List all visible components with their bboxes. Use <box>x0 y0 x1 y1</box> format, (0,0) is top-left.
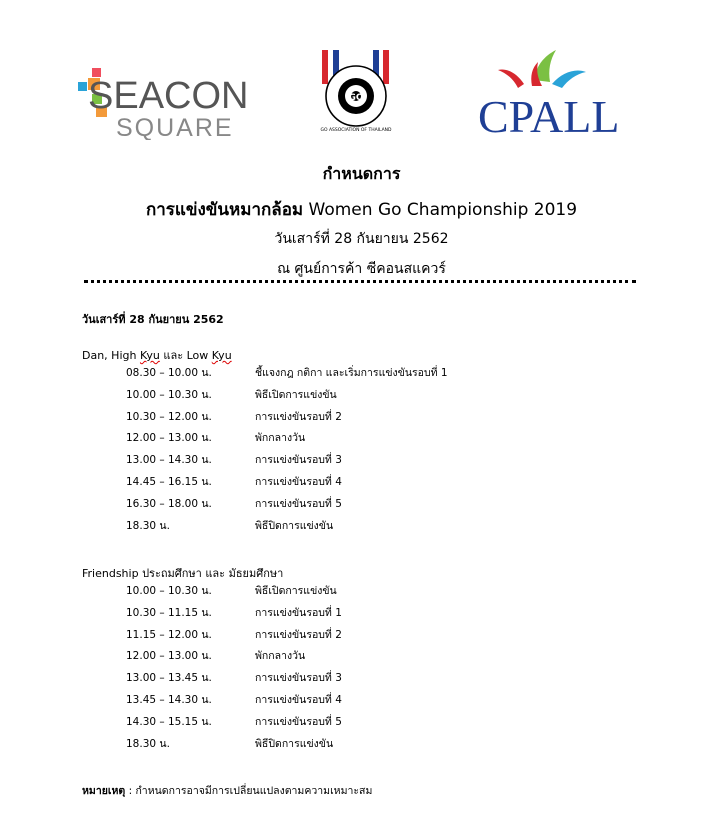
event-title-english: Women Go Championship 2019 <box>308 200 578 220</box>
seacon-square-logo <box>78 64 260 140</box>
schedule-row <box>126 519 448 541</box>
schedule-row <box>126 410 448 432</box>
row-activity: พักกลางวัน <box>255 650 306 663</box>
row-time: 16.30 – 18.00 น. <box>126 497 212 510</box>
schedule-row <box>126 431 448 453</box>
schedule-row <box>126 497 448 519</box>
schedule-list-friendship <box>126 584 342 758</box>
section-title-dan-kyu: Dan, High Kyu และ Low Kyu <box>82 349 232 362</box>
section-title-friendship: Friendship ประถมศึกษา และ มัธยมศึกษา <box>82 567 284 580</box>
row-time: 13.45 – 14.30 น. <box>126 693 212 706</box>
row-time: 08.30 – 10.00 น. <box>126 367 212 379</box>
row-time: 13.00 – 14.30 น. <box>126 454 212 467</box>
schedule-row <box>126 649 342 671</box>
row-activity: การแข่งขันรอบที่ 2 <box>255 628 342 641</box>
schedule-row <box>126 671 342 693</box>
footnote <box>82 782 372 799</box>
row-activity: ชี้แจงกฎ กติกา และเริ่มการแข่งขันรอบที่ 1 <box>255 367 448 379</box>
row-activity: พิธีเปิดการแข่งขัน <box>255 388 337 401</box>
row-activity: พิธีปิดการแข่งขัน <box>255 519 334 532</box>
event-title-thai: การแข่งขันหมากล้อม <box>145 200 304 220</box>
row-activity: การแข่งขันรอบที่ 3 <box>255 672 342 685</box>
event-title <box>0 196 723 223</box>
row-time: 14.30 – 15.15 น. <box>126 715 212 728</box>
row-activity: การแข่งขันรอบที่ 4 <box>255 693 342 706</box>
go-association-text: GO ASSOCIATION OF THAILAND <box>320 128 392 132</box>
row-time: 18.30 น. <box>126 737 170 750</box>
row-time: 12.00 – 13.00 น. <box>126 650 212 663</box>
row-activity: พิธีปิดการแข่งขัน <box>255 737 334 750</box>
row-time: 12.00 – 13.00 น. <box>126 432 212 445</box>
schedule-row <box>126 388 448 410</box>
schedule-row <box>126 584 342 606</box>
go-association-logo <box>320 48 392 132</box>
schedule-row <box>126 628 342 650</box>
schedule-date-heading: วันเสาร์ที่ 28 กันยายน 2562 <box>82 313 224 326</box>
schedule-row <box>126 475 448 497</box>
schedule-row <box>126 366 448 388</box>
event-date: วันเสาร์ที่ 28 กันยายน 2562 <box>274 231 449 247</box>
row-activity: การแข่งขันรอบที่ 4 <box>255 475 342 488</box>
schedule-title: กำหนดการ <box>322 164 401 183</box>
square-wordmark: SQUARE <box>116 114 234 140</box>
schedule-row <box>126 737 342 759</box>
row-time: 10.30 – 12.00 น. <box>126 410 212 423</box>
schedule-row <box>126 453 448 475</box>
schedule-row <box>126 693 342 715</box>
row-activity: การแข่งขันรอบที่ 3 <box>255 454 342 467</box>
go-badge-text: GO <box>348 93 364 103</box>
row-time: 10.30 – 11.15 น. <box>126 606 212 619</box>
cpall-wordmark: CPALL <box>478 91 620 138</box>
row-activity: การแข่งขันรอบที่ 2 <box>255 410 342 423</box>
row-time: 10.00 – 10.30 น. <box>126 388 212 401</box>
row-activity: การแข่งขันรอบที่ 1 <box>255 606 342 619</box>
row-activity: พิธีเปิดการแข่งขัน <box>255 585 337 597</box>
row-activity: การแข่งขันรอบที่ 5 <box>255 497 342 510</box>
schedule-row <box>126 606 342 628</box>
schedule-list-dan-kyu <box>126 366 448 540</box>
footnote-label: หมายเหตุ <box>82 785 126 797</box>
row-activity: การแข่งขันรอบที่ 5 <box>255 715 342 728</box>
cpall-logo <box>476 44 628 138</box>
row-time: 10.00 – 10.30 น. <box>126 585 212 597</box>
event-venue: ณ ศูนย์การค้า ซีคอนสแควร์ <box>277 261 446 277</box>
footnote-text: : กำหนดการอาจมีการเปลี่ยนแปลงตามความเหมาะสม <box>125 785 373 797</box>
row-time: 13.00 – 13.45 น. <box>126 672 212 685</box>
schedule-row <box>126 715 342 737</box>
seacon-wordmark: SEACON <box>88 75 249 117</box>
row-activity: พักกลางวัน <box>255 432 306 445</box>
row-time: 18.30 น. <box>126 519 170 532</box>
dotted-divider <box>84 280 636 283</box>
row-time: 11.15 – 12.00 น. <box>126 628 212 641</box>
row-time: 14.45 – 16.15 น. <box>126 475 212 488</box>
